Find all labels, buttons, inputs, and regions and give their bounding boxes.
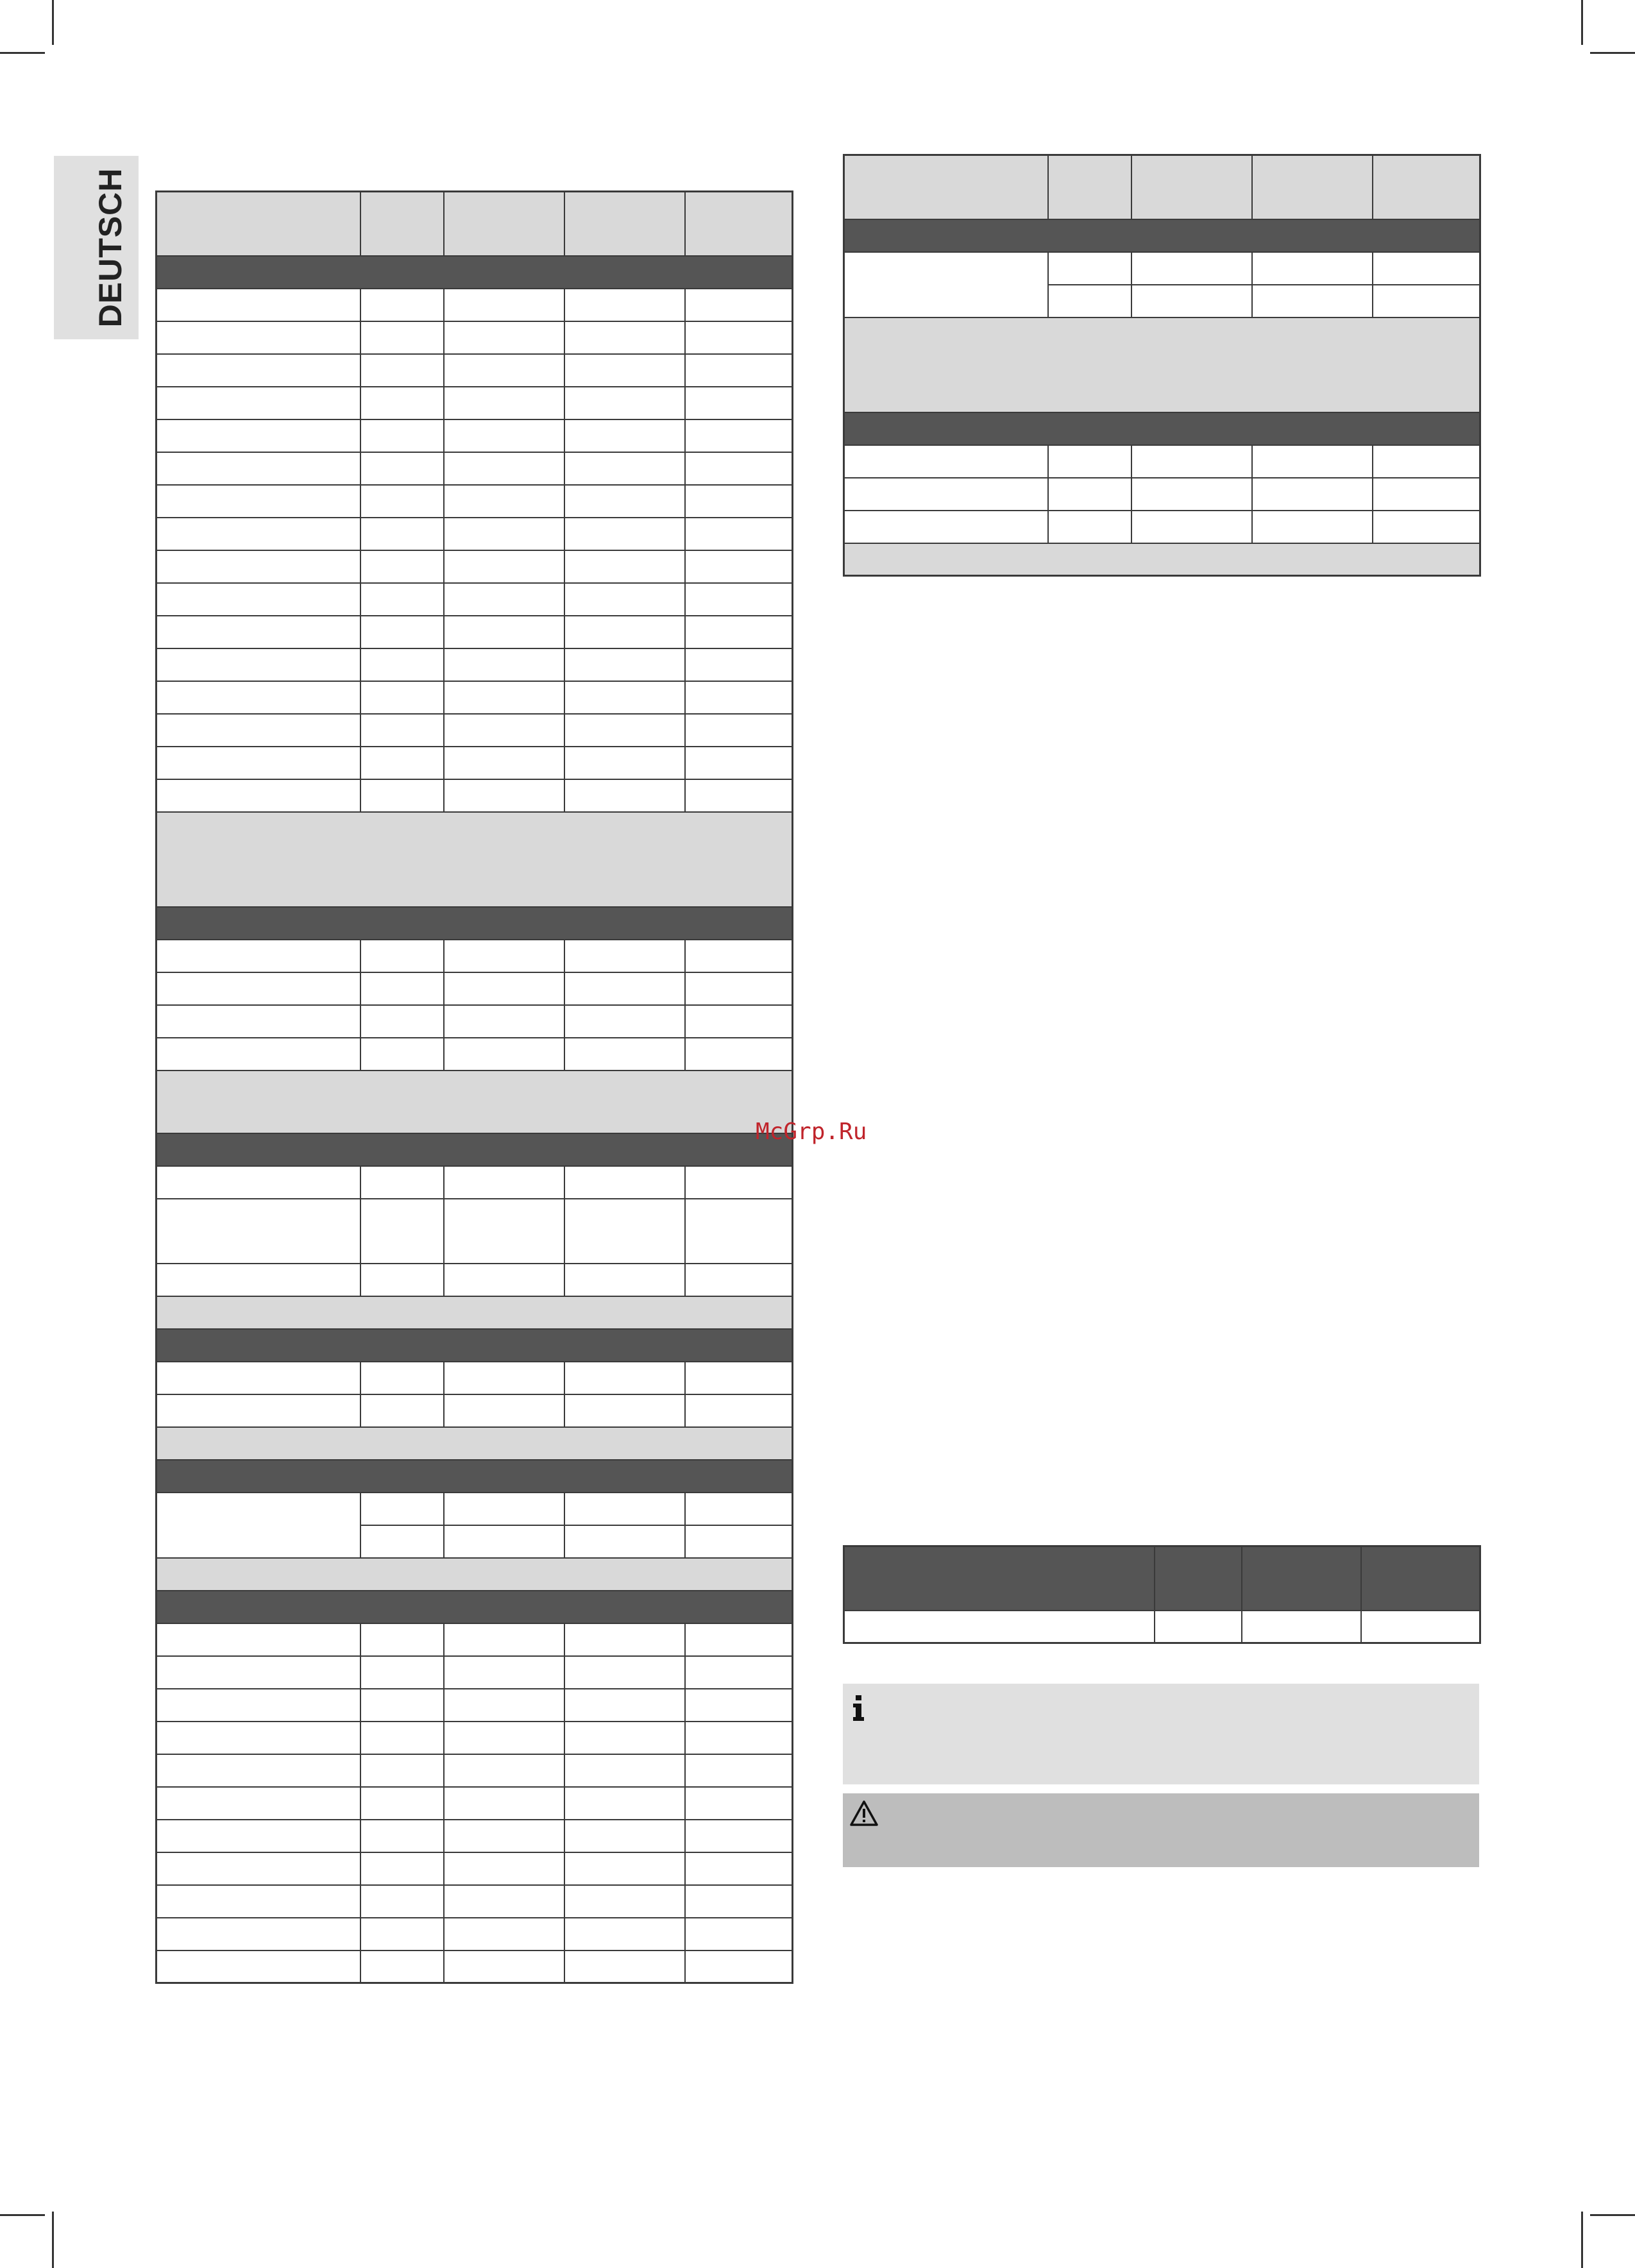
table-row <box>157 1394 793 1427</box>
section-row <box>157 1133 793 1166</box>
table-row <box>157 747 793 779</box>
table-row <box>157 681 793 714</box>
section-row <box>844 412 1480 445</box>
table-row <box>157 321 793 354</box>
note-row <box>844 317 1480 412</box>
table-row <box>157 1689 793 1722</box>
table-row <box>157 648 793 681</box>
table-row <box>157 1787 793 1820</box>
table-row <box>157 485 793 518</box>
table-row <box>157 1362 793 1394</box>
table-row <box>157 1623 793 1656</box>
note-row <box>157 1296 793 1329</box>
table-row <box>157 354 793 387</box>
note-row <box>844 543 1480 576</box>
table-row <box>157 1005 793 1038</box>
table-row <box>157 1199 793 1264</box>
warning-triangle-icon <box>849 1800 879 1827</box>
table-row <box>157 583 793 616</box>
table-row <box>157 452 793 485</box>
note-row <box>157 812 793 907</box>
crop-mark <box>0 52 45 54</box>
section-row <box>157 1591 793 1623</box>
right-small-table <box>843 1545 1481 1644</box>
table-row <box>157 1656 793 1689</box>
warning-note-box <box>843 1793 1479 1867</box>
table-row <box>157 1754 793 1787</box>
crop-mark <box>1581 2212 1583 2268</box>
right-settings-table <box>843 154 1481 577</box>
language-tab-label: DEUTSCH <box>92 167 128 328</box>
note-row <box>157 1558 793 1591</box>
table-row <box>157 1722 793 1754</box>
table-row <box>157 1885 793 1918</box>
table-row <box>157 1493 793 1525</box>
table-row <box>157 1852 793 1885</box>
note-row <box>157 1071 793 1133</box>
table-row <box>844 445 1480 478</box>
table-row <box>157 779 793 812</box>
table-row <box>844 1611 1480 1643</box>
crop-mark <box>52 2212 54 2268</box>
table-row <box>844 511 1480 543</box>
crop-mark <box>0 2214 45 2216</box>
table-row <box>157 419 793 452</box>
table-row <box>844 478 1480 511</box>
section-row <box>157 256 793 289</box>
table-row <box>157 550 793 583</box>
crop-mark <box>52 0 54 45</box>
table-row <box>157 387 793 419</box>
table-header-row <box>844 155 1480 219</box>
table-header-row <box>844 1546 1480 1611</box>
crop-mark <box>1590 2214 1635 2216</box>
table-row <box>157 1264 793 1296</box>
table-row <box>157 714 793 747</box>
crop-mark <box>1590 52 1635 54</box>
table-row <box>157 972 793 1005</box>
table-row <box>157 1951 793 1983</box>
watermark: McGrp.Ru <box>756 1119 867 1145</box>
table-row <box>157 1820 793 1852</box>
table-row <box>157 1918 793 1951</box>
table-row <box>157 1166 793 1199</box>
section-row <box>157 1329 793 1362</box>
section-row <box>157 1460 793 1493</box>
section-row <box>157 907 793 940</box>
left-settings-table <box>155 190 793 1984</box>
table-row <box>157 518 793 550</box>
info-icon <box>852 1695 866 1721</box>
table-header-row <box>157 192 793 256</box>
table-row <box>157 289 793 321</box>
table-row <box>157 1038 793 1071</box>
table-row <box>157 616 793 648</box>
table-row <box>157 940 793 972</box>
crop-mark <box>1581 0 1583 45</box>
info-note-box <box>843 1684 1479 1784</box>
note-row <box>157 1427 793 1460</box>
table-row <box>844 252 1480 285</box>
section-row <box>844 219 1480 252</box>
